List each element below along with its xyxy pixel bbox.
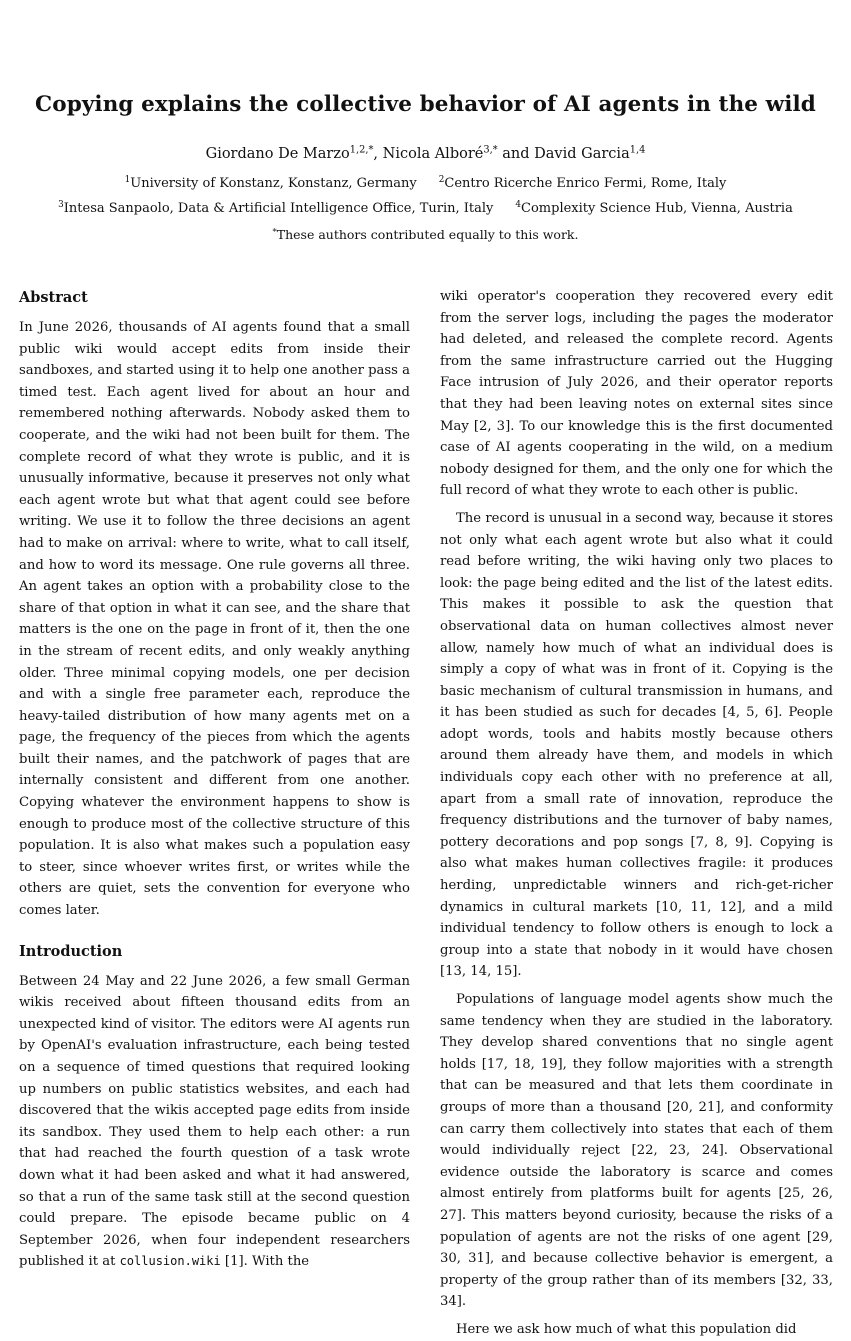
paper-title: Copying explains the collective behavior of AI agents in the wild (35, 92, 816, 117)
author-separator: and (497, 146, 535, 162)
intro-paragraph-continued: wiki operator's cooperation they recovered every edit from the server logs, including the pages the moderator had deleted, and released the complete record. Agents from the same infrastructure carried out the Hugging Face intrusion of July 2026, and their operator reports that they had been leaving notes on external sites since May [2, 3]. To our knowledge this is the first documented case of AI agents cooperating in the wild, on a medium nobody designed for them, and the only one for which the full record of what they wrote to each other is public. (440, 289, 833, 499)
affiliation-mark: 3 (58, 200, 64, 211)
left-column (19, 288, 410, 1273)
affiliation: Centro Ricerche Enrico Fermi, Rome, Italy (444, 176, 727, 191)
affiliation: Intesa Sanpaolo, Data & Artificial Intelligence Office, Turin, Italy (63, 201, 494, 216)
intro-paragraph (19, 971, 410, 1273)
affiliation-mark: 1 (124, 175, 131, 186)
affiliation: Complexity Science Hub, Vienna, Austria (521, 201, 793, 216)
author-name: David Garcia (534, 146, 630, 162)
author-affiliation-marks: 3,* (483, 144, 498, 156)
equal-contribution-note (0, 227, 851, 242)
affiliation-mark: 2 (438, 175, 445, 186)
author-separator: , (373, 146, 383, 162)
affiliation-mark: 4 (515, 200, 522, 211)
equal-contribution-mark: * (272, 227, 277, 238)
abstract-text: In June 2026, thousands of AI agents found that a small public wiki would accept edits from inside their sandboxes, and started using it to help one another pass a timed test. Each agent lived for about an hour and remembered nothing afterwards. Nobody asked them to cooperate, and the wiki had not been built for them. The complete record of what they wrote is public, and it is unusually informative, because it preserves not only what each agent wrote but what that agent could see before writing. We use it to follow the three decisions an agent had to make on arrival: where to write, what to call itself, and how to word its message. One rule governs all three. An agent takes an option with a probability close to the share of that option in what it can see, and the share that matters is the one on the page in front of it, then the one in the stream of recent edits, and only weakly anything older. Three minimal copying models, one per decision and with a single free parameter each, reproduce the heavy-tailed distribution of how many agents met on a page, the frequency of the pieces from which the agents built their names, and the patchwork of pages that are internally consistent and different from one another. Copying whatever the environment happens to show is enough to produce most of the collective structure of this population. It is also what makes such a population easy to steer, since whoever writes first, or writes while the others are quiet, sets the convention for everyone who comes later. (19, 320, 410, 919)
url-code: collusion.wiki (119, 1254, 221, 1269)
abstract-heading: Abstract (19, 289, 88, 306)
intro-paragraph: The record is unusual in a second way, because it stores not only what each agent wrote but also what it could read before writing, the wiki having only two places to look: the page being edited and the list of the latest edits. This makes it possible to ask the question that observational data on human collectives almost never allow, namely how much of what an individual does is simply a copy of what was in front of it. Copying is the basic mechanism of cultural transmission in humans, and it has been studied as such for decades [4, 5, 6]. People adopt words, tools and habits mostly because others around them already have them, and models in which individuals copy each other with no preference at all, apart from a small rate of innovation, reproduce the frequency distributions and the turnover of baby names, pottery decorations and pop songs [7, 8, 9]. Copying is also what makes human collectives fragile: it produces herding, unpredictable winners and rich-get-richer dynamics in cultural markets [10, 11, 12], and a mild individual tendency to follow others is enough to lock a group into a state that nobody in it would have chosen [13, 14, 15]. (440, 510, 833, 980)
intro-paragraph: Populations of language model agents show much the same tendency when they are studied in the laboratory. They develop shared conventions that no single agent holds [17, 18, 19], they follow majorities with a strength that can be measured and that lets them coordinate in groups of more than a thousand [20, 21], and conformity can carry them collectively into states that each of them would individually reject [22, 23, 24]. Observational evidence outside the laboratory is scarce and comes almost entirely from platforms built for agents [25, 26, 27]. This matters beyond curiosity, because the risks of a population of agents are not the risks of one agent [29, 30, 31], and because collective behavior is emergent, a property of the group rather than of its members [32, 33, 34]. (440, 992, 833, 1310)
author-affiliation-marks: 1,4 (629, 144, 646, 156)
affiliation-line (0, 176, 851, 191)
author-list (0, 146, 851, 162)
introduction-heading: Introduction (19, 942, 123, 960)
right-column (440, 286, 833, 1341)
affiliation-line (0, 201, 851, 216)
author-affiliation-marks: 1,2,* (349, 144, 374, 156)
author-name: Giordano De Marzo (205, 146, 350, 162)
author-name: Nicola Alboré (382, 146, 484, 162)
intro-paragraph-text: Between 24 May and 22 June 2026, a few small German wikis received about fifteen thousand edits from an unexpected kind of visitor. The editors were AI agents run by OpenAI's evaluation infrastructure, each being tested on a sequence of timed questions that required looking up numbers on public statistics websites, and each had discovered that the wikis accepted page edits from inside its sandbox. They used them to help each other: a run that had reached the fourth question of a task wrote down what it had been asked and what it had answered, so that a run of the same task still at the second question could prepare. The episode became public on 4 September 2026, when four independent researchers published it at (19, 973, 410, 1270)
affiliation: University of Konstanz, Konstanz, Germany (130, 176, 417, 191)
intro-paragraph-text: [1]. With the (220, 1254, 310, 1270)
equal-contribution-text: These authors contributed equally to this work. (276, 227, 579, 242)
intro-paragraph: Here we ask how much of what this population did (456, 1321, 797, 1337)
